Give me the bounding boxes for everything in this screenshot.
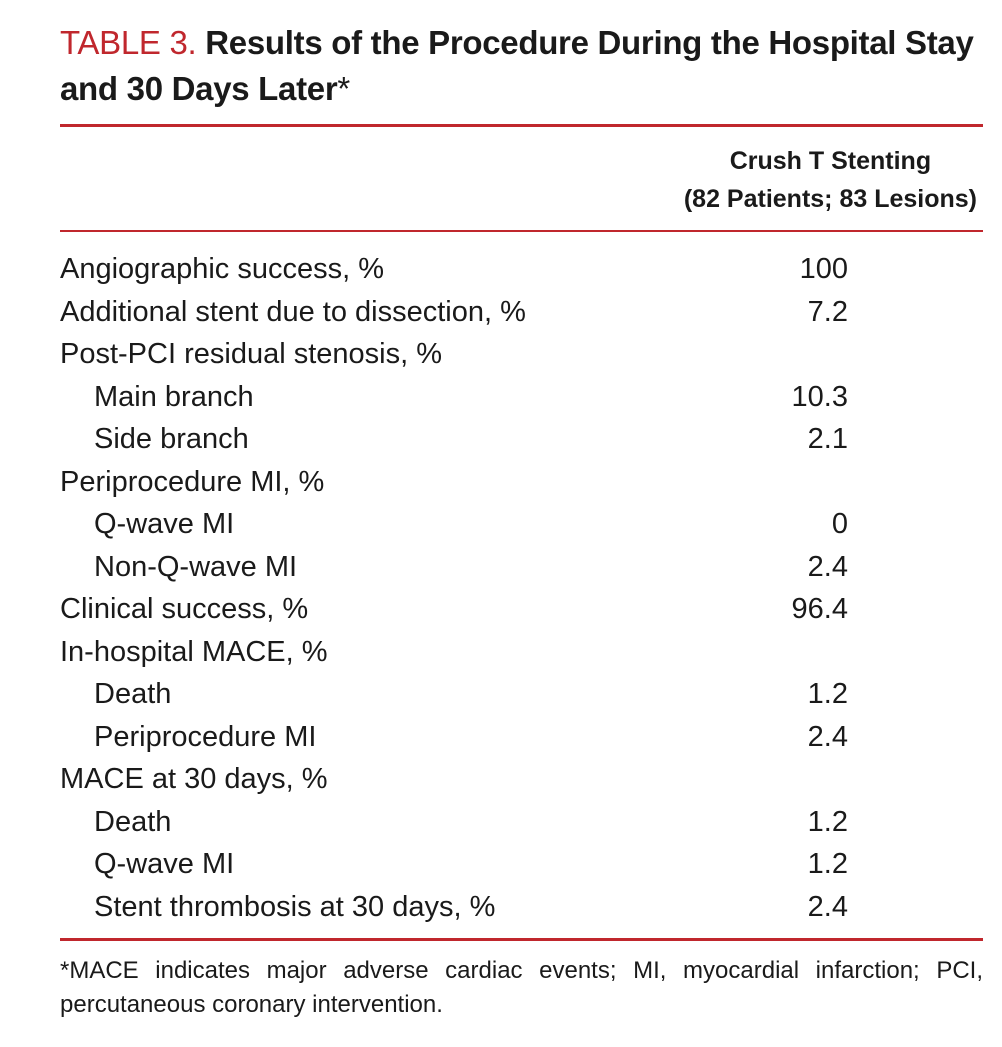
row-label: Death (94, 805, 172, 838)
table-row (60, 248, 983, 291)
column-header-line2: (82 Patients; 83 Lesions) (683, 185, 977, 213)
row-value: 0 (831, 508, 848, 540)
row-value: 2.4 (807, 550, 848, 583)
table-row (60, 418, 983, 461)
table-row (60, 503, 983, 546)
table-row (60, 843, 983, 886)
table-row (60, 291, 983, 334)
row-label: Additional stent due to dissection, % (60, 295, 526, 328)
row-value: 2.4 (807, 720, 848, 753)
row-value: 100 (799, 253, 848, 285)
table-number: TABLE 3. (60, 24, 197, 61)
title-footnote-marker: * (337, 70, 350, 107)
table-row (60, 631, 983, 674)
row-label: Angiographic success, % (60, 253, 384, 285)
table-row (60, 716, 983, 759)
bottom-rule (60, 938, 983, 941)
header-rule (60, 230, 983, 232)
footnote: *MACE indicates major adverse cardiac events; MI, myocardial infarction; PCI, percutaneous coronary intervention. (60, 957, 983, 1018)
row-label: Non-Q-wave MI (94, 550, 298, 583)
table-row (60, 673, 983, 716)
row-label: Side branch (94, 423, 249, 455)
table-row (60, 461, 983, 504)
table-row (60, 546, 983, 589)
row-label: Periprocedure MI, % (60, 465, 325, 498)
table-row (60, 758, 983, 801)
table-row (60, 588, 983, 631)
row-label: In-hospital MACE, % (60, 635, 328, 668)
row-label: Post-PCI residual stenosis, % (60, 338, 442, 370)
row-label: Main branch (94, 380, 254, 413)
table-row (60, 801, 983, 844)
row-value: 1.2 (807, 848, 848, 880)
row-label: Q-wave MI (94, 508, 235, 540)
row-value: 10.3 (791, 380, 848, 413)
row-value: 1.2 (807, 678, 848, 710)
column-header-line1: Crush T Stenting (729, 147, 932, 175)
table-row (60, 376, 983, 419)
row-value: 7.2 (807, 295, 848, 328)
table-caption: Results of the Procedure During the Hospital Stay and 30 Days Later (60, 24, 974, 107)
row-value: 96.4 (791, 593, 848, 625)
row-label: Q-wave MI (94, 848, 235, 880)
table-title (60, 20, 980, 112)
table-row (60, 333, 983, 376)
row-value: 2.1 (807, 423, 848, 455)
top-rule (60, 124, 983, 127)
table-row (60, 886, 983, 929)
row-value: 1.2 (807, 805, 848, 838)
table-body (60, 248, 983, 928)
row-label: Stent thrombosis at 30 days, % (94, 890, 496, 923)
column-header (684, 142, 977, 218)
row-label: Clinical success, % (60, 593, 309, 625)
row-label: MACE at 30 days, % (60, 763, 328, 795)
row-value: 2.4 (807, 890, 848, 923)
row-label: Death (94, 678, 172, 710)
row-label: Periprocedure MI (94, 720, 317, 753)
